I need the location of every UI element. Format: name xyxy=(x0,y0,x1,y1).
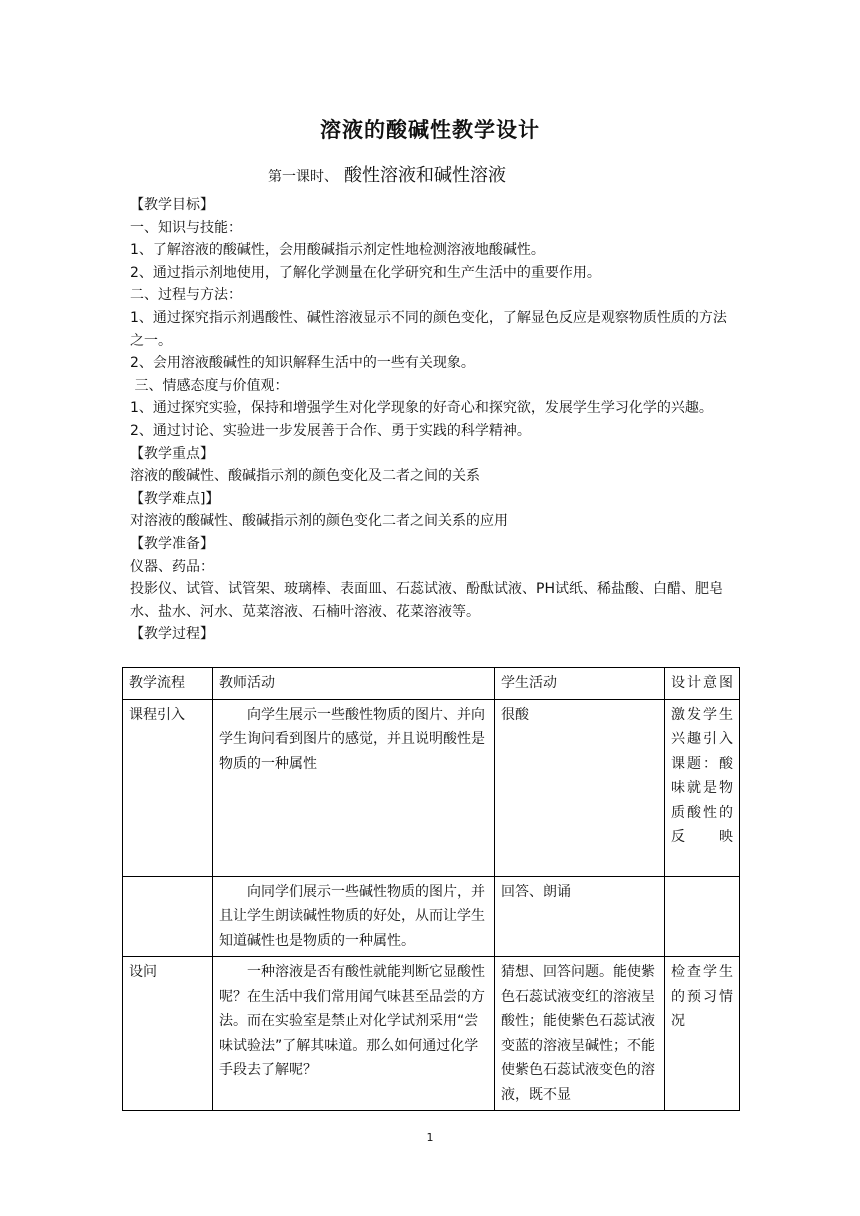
body-paragraph: 仪器、药品： xyxy=(130,558,214,575)
lesson-topic: 酸性溶液和碱性溶液 xyxy=(344,165,506,186)
document-subtitle xyxy=(268,161,506,187)
section-heading: 【教学难点]】 xyxy=(130,490,220,507)
table-cell: 很酸 xyxy=(495,699,665,876)
table-cell: 课程引入 xyxy=(123,699,213,876)
table-header-cell: 教学流程 xyxy=(123,668,213,700)
table-header-cell: 学生活动 xyxy=(495,668,665,700)
table-cell: 一种溶液是否有酸性就能判断它显酸性呢？在生活中我们常用闻气味甚至品尝的方法。而在实验室是禁止对化学试剂采用“尝味试验法”了解其味道。那么如何通过化学手段去了解呢？ xyxy=(213,957,495,1111)
subsection-heading: 二、过程与方法： xyxy=(130,287,242,304)
section-heading: 【教学过程】 xyxy=(130,626,214,643)
body-paragraph: 2、通过指示剂地使用，了解化学测量在化学研究和生产生活中的重要作用。 xyxy=(130,264,601,281)
section-heading: 【教学目标】 xyxy=(130,197,214,213)
table-header-cell: 设计意图 xyxy=(665,668,740,700)
table-cell: 向学生展示一些酸性物质的图片、并向学生询问看到图片的感觉，并且说明酸性是物质的一种属性 xyxy=(213,699,495,876)
document-title: 溶液的酸碱性教学设计 xyxy=(320,118,540,142)
table-cell: 猜想、回答问题。能使紫色石蕊试液变红的溶液呈酸性；能使紫色石蕊试液变蓝的溶液呈碱性；不能使紫色石蕊试液变色的溶液，既不显 xyxy=(495,957,665,1111)
table-header-row xyxy=(123,668,740,700)
body-paragraph: 对溶液的酸碱性、酸碱指示剂的颜色变化二者之间关系的应用 xyxy=(130,513,508,530)
teaching-process-table xyxy=(122,667,740,1111)
subsection-heading: 三、情感态度与价值观： xyxy=(130,377,289,394)
table-cell: 回答、朗诵 xyxy=(495,876,665,957)
page-number: 1 xyxy=(426,1131,434,1144)
table-row xyxy=(123,699,740,876)
body-paragraph: 投影仪、试管、试管架、玻璃棒、表面皿、石蕊试液、酚酞试液、PH试纸、稀盐酸、白醋、肥皂水、盐水、河水、苋菜溶液、石楠叶溶液、花菜溶液等。 xyxy=(130,581,723,620)
section-heading: 【教学重点】 xyxy=(130,445,214,462)
lesson-label: 第一课时、 xyxy=(268,169,338,185)
body-paragraph: 2、会用溶液酸碱性的知识解释生活中的一些有关现象。 xyxy=(130,355,475,372)
table-header-cell: 教师活动 xyxy=(213,668,495,700)
table-cell: 向同学们展示一些碱性物质的图片，并且让学生朗读碱性物质的好处，从而让学生知道碱性也是物质的一种属性。 xyxy=(213,876,495,957)
subsection-heading: 一、知识与技能： xyxy=(130,219,242,236)
table-row xyxy=(123,876,740,957)
body-paragraph: 1、通过探究指示剂遇酸性、碱性溶液显示不同的颜色变化，了解显色反应是观察物质性质的方法之一。 xyxy=(130,309,727,349)
table-cell: 激发学生兴趣引入课题：酸味就是物质酸性的反映 xyxy=(665,699,740,876)
table-cell xyxy=(665,876,740,957)
table-row xyxy=(123,957,740,1111)
table-cell xyxy=(123,876,213,957)
body-paragraph: 2、通过讨论、实验进一步发展善于合作、勇于实践的科学精神。 xyxy=(130,422,531,439)
table-cell: 检查学生的预习情况 xyxy=(665,957,740,1111)
table-cell: 设问 xyxy=(123,957,213,1111)
body-paragraph: 1、通过探究实验，保持和增强学生对化学现象的好奇心和探究欲，发展学生学习化学的兴趣。 xyxy=(130,400,713,417)
body-paragraph: 溶液的酸碱性、酸碱指示剂的颜色变化及二者之间的关系 xyxy=(130,468,480,485)
body-paragraph: 1、了解溶液的酸碱性，会用酸碱指示剂定性地检测溶液地酸碱性。 xyxy=(130,242,545,259)
section-heading: 【教学准备】 xyxy=(130,535,214,552)
document-body xyxy=(130,194,740,646)
